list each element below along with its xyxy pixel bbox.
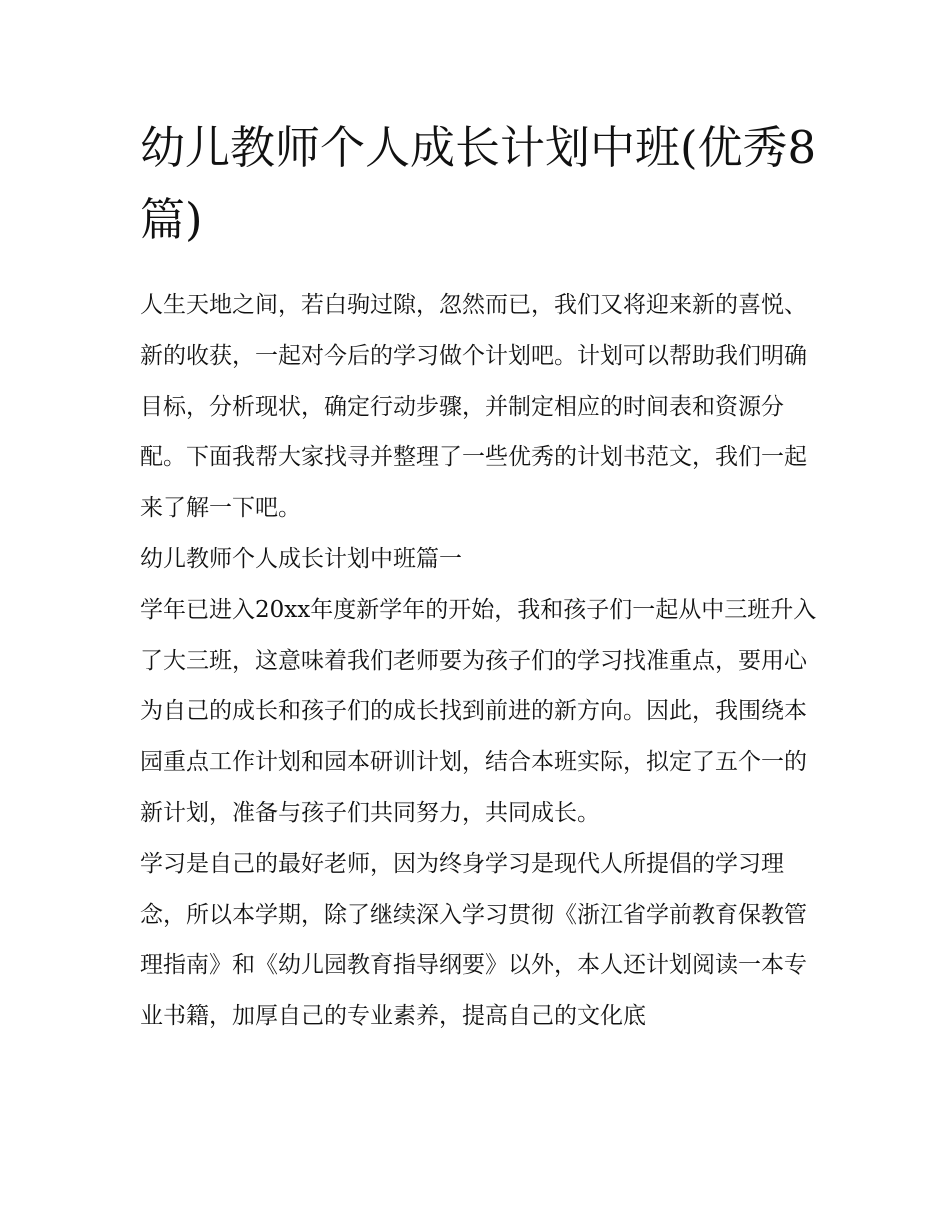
document-body [140,280,820,1042]
body-paragraph: 学习是自己的最好老师，因为终身学习是现代人所提倡的学习理念，所以本学期，除了继续深入学习贯彻《浙江省学前教育保教管理指南》和《幼儿园教育指导纲要》以外，本人还计划阅读一本专业书籍，加厚自己的专业素养，提高自己的文化底 [140,850,807,1030]
section-heading: 幼儿教师个人成长计划中班篇一 [140,545,462,572]
document-title: 幼儿教师个人成长计划中班(优秀8篇) [140,121,817,246]
intro-paragraph: 人生天地之间，若白驹过隙，忽然而已，我们又将迎来新的喜悦、新的收获，一起对今后的学习做个计划吧。计划可以帮助我们明确目标，分析现状，确定行动步骤，并制定相应的时间表和资源分配。下面我帮大家找寻并整理了一些优秀的计划书范文，我们一起来了解一下吧。 [140,292,807,522]
body-paragraph: 学年已进入20xx年度新学年的开始，我和孩子们一起从中三班升入了大三班，这意味着我们老师要为孩子们的学习找准重点，要用心为自己的成长和孩子们的成长找到前进的新方向。因此，我围绕本园重点工作计划和园本研训计划，结合本班实际，拟定了五个一的新计划，准备与孩子们共同努力，共同成长。 [140,596,817,826]
